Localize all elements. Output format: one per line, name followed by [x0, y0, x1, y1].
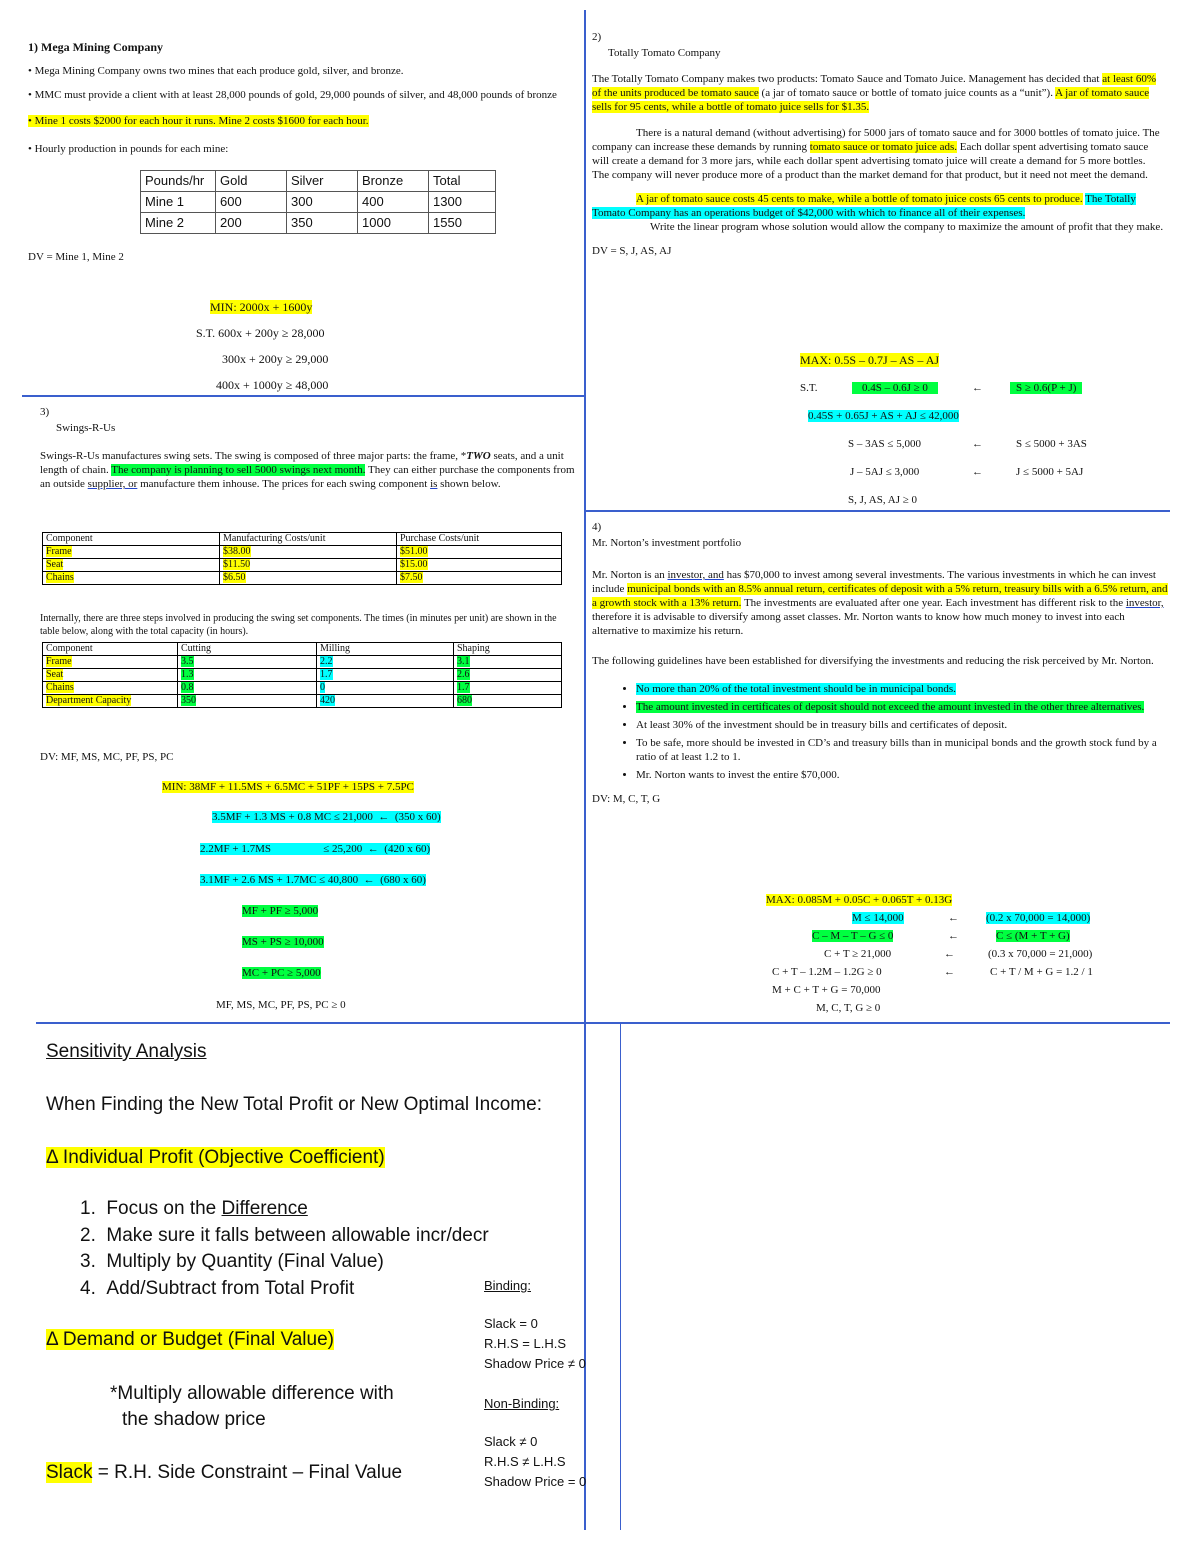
- p3-constraint: 3.1MF + 2.6 MS + 1.7MC ≤ 40,800 ← (680 x 60): [200, 874, 426, 886]
- sa-heading-demand: Δ Demand or Budget (Final Value): [46, 1329, 334, 1350]
- p4-title: Mr. Norton’s investment portfolio: [592, 537, 742, 549]
- p2-dv: DV = S, J, AS, AJ: [592, 245, 672, 257]
- p3-num: 3): [40, 406, 50, 418]
- vertical-divider-lower: [620, 1022, 621, 1530]
- p4-constraint: M + C + T + G = 70,000: [772, 984, 881, 996]
- p2-para3c: Write the linear program whose solution would allow the company to maximize the amount of profit that they make.: [650, 221, 1164, 233]
- list-item: 4. Add/Subtract from Total Profit: [80, 1277, 355, 1299]
- p2-constraint: 0.4S – 0.6J ≥ 0: [852, 382, 938, 394]
- list-item: • No more than 20% of the total investment should be in municipal bonds.: [636, 682, 1170, 696]
- problem-3: [40, 405, 580, 491]
- p4-constraint: C + T – 1.2M – 1.2G ≥ 0: [772, 966, 882, 978]
- divider-p2: [586, 510, 1170, 512]
- p2-para1: The Totally Tomato Company makes two products: Tomato Sauce and Tomato Juice. Management has decided that at least 60% of the units produced be tomato sauce (a jar of tomato sauce or bottle of tomato juice counts as a “unit”). A jar of tomato sauce sells for 95 cents, while a bottle of tomato juice sells for $1.35.: [592, 73, 1157, 113]
- arrow-icon: ←: [948, 912, 959, 924]
- p2-constraint-note: J ≤ 5000 + 5AJ: [1016, 466, 1084, 478]
- p2-constraint: 0.45S + 0.65J + AS + AJ ≤ 42,000: [808, 410, 959, 422]
- p4-constraint: C – M – T – G ≤ 0: [812, 930, 894, 942]
- sa-subtitle: When Finding the New Total Profit or New Optimal Income:: [46, 1094, 542, 1115]
- problem-1: [28, 40, 584, 264]
- p2-constraint: J – 5AJ ≤ 3,000: [850, 466, 920, 478]
- p4-constraint-note: C ≤ (M + T + G): [996, 930, 1070, 942]
- mine-table: Pounds/hr Gold Silver Bronze Total Mine 1 600 300 400 1300 Mine 2 200 350 1000 1550: [140, 170, 496, 234]
- p3-para1: Swings-R-Us manufactures swing sets. The swing is composed of three major parts: the frame, *TWO seats, and a unit length of chain. The company is planning to sell 5000 swings next month. They can either purchase the components from an outside supplier, or manufacture them inhouse. The prices for each swing component is shown below.: [40, 450, 575, 490]
- p4-guidelines: [618, 682, 1170, 782]
- p2-constraint-note: S ≤ 5000 + 3AS: [1016, 438, 1087, 450]
- sa-note: *Multiply allowable difference with: [110, 1383, 394, 1404]
- p4-constraint-note: C + T / M + G = 1.2 / 1: [990, 966, 1093, 978]
- p1-dv: DV = Mine 1, Mine 2: [28, 251, 124, 263]
- p1-bullet: • Mega Mining Company owns two mines that each produce gold, silver, and bronze.: [28, 65, 404, 77]
- p3-constraint: MF, MS, MC, PF, PS, PC ≥ 0: [216, 999, 346, 1011]
- list-item: • Mr. Norton wants to invest the entire $70,000.: [636, 768, 1170, 782]
- sa-title: Sensitivity Analysis: [46, 1041, 207, 1062]
- list-item: • The amount invested in certificates of deposit should not exceed the amount invested in the other three alternatives.: [636, 700, 1170, 714]
- binding-label: Binding:: [484, 1278, 531, 1293]
- p2-st: S.T.: [800, 382, 818, 394]
- list-item: 1. Focus on the Difference: [80, 1198, 308, 1219]
- list-item: 3. Multiply by Quantity (Final Value): [80, 1251, 384, 1272]
- p4-para1: Mr. Norton is an investor, and has $70,000 to invest among several investments. The various investments in which he can invest include municipal bonds with an 8.5% annual return, certificates of deposit with a 5% return, treasury bills with a 6.5% return, and a growth stock with a 13% return. The investments are evaluated after one year. Each investment has different risk to the investor, therefore it is advisable to diversify among asset classes. Mr. Norton wants to know how much money to invest into each alternative to maximize his return.: [592, 569, 1168, 637]
- p4-objective: MAX: 0.085M + 0.05C + 0.065T + 0.13G: [766, 894, 953, 906]
- p3-constraint: MS + PS ≥ 10,000: [242, 936, 324, 948]
- p1-title: 1) Mega Mining Company: [28, 40, 163, 54]
- arrow-icon: ←: [972, 438, 983, 450]
- sensitivity-analysis: [46, 1040, 606, 1170]
- list-item: 2. Make sure it falls between allowable incr/decr: [80, 1224, 489, 1246]
- p2-para3: A jar of tomato sauce costs 45 cents to make, while a bottle of tomato juice costs 65 cents to produce. The Totally Tomato Company has an operations budget of $42,000 with which to finance all of their expenses.: [592, 193, 1136, 219]
- p4-dv: DV: M, C, T, G: [592, 793, 661, 805]
- p3-title: Swings-R-Us: [56, 422, 116, 434]
- p1-bullet: • Hourly production in pounds for each mine:: [28, 143, 229, 155]
- p4-constraint-note: (0.2 x 70,000 = 14,000): [986, 912, 1091, 924]
- sa-steps: [80, 1196, 489, 1302]
- p3-objective: MIN: 38MF + 11.5MS + 6.5MC + 51PF + 15PS + 7.5PC: [162, 781, 414, 793]
- p2-constraint: S, J, AS, AJ ≥ 0: [848, 494, 918, 506]
- p4-num: 4): [592, 521, 602, 533]
- p1-objective: MIN: 2000x + 1600y: [210, 300, 313, 314]
- p2-num: 2): [592, 31, 602, 43]
- component-cost-table: Component Manufacturing Costs/unit Purchase Costs/unit Frame $38.00 $51.00 Seat $11.50 $15.00 Chains $6.50 $7.50: [42, 532, 562, 585]
- divider-p1: [22, 395, 584, 397]
- p3-dv: DV: MF, MS, MC, PF, PS, PC: [40, 751, 174, 763]
- arrow-icon: ←: [972, 382, 983, 394]
- p2-para2: There is a natural demand (without advertising) for 5000 jars of tomato sauce and for 3000 bottles of tomato juice. The company can increase these demands by running tomato sauce or tomato juice ads. Each dollar spent advertising tomato sauce will create a demand for 3 more jars, while each dollar spent advertising tomato juice will create a demand for 5 more bottles. The company will never produce more of a product than the market demand for that product, but it need not meet the demand.: [592, 127, 1160, 181]
- arrow-icon: ←: [948, 930, 959, 942]
- p2-title: Totally Tomato Company: [608, 47, 721, 59]
- list-item: • At least 30% of the investment should be in treasury bills and certificates of deposit.: [636, 718, 1170, 732]
- p2-constraint: S – 3AS ≤ 5,000: [848, 438, 921, 450]
- process-time-table: Component Cutting Milling Shaping Frame 3.5 2.2 3.1 Seat 1.3 1.7 2.6 Chains 0.8 0 1.7 Department Capacity 350 420 680: [42, 642, 562, 708]
- p4-para2: The following guidelines have been established for diversifying the investments and reducing the risk perceived by Mr. Norton.: [592, 655, 1154, 667]
- p3-para2: Internally, there are three steps involved in producing the swing set components. The times (in minutes per unit) are shown in the table below, along with the total capacity (in hours).: [40, 613, 557, 637]
- arrow-icon: ←: [944, 948, 955, 960]
- list-item: • To be safe, more should be invested in CD’s and treasury bills than in municipal bonds and the growth stock fund by a ratio of at least 1.2 to 1.: [636, 736, 1170, 764]
- p1-bullet: • Mine 1 costs $2000 for each hour it runs. Mine 2 costs $1600 for each hour.: [28, 115, 369, 127]
- p3-constraint: MF + PF ≥ 5,000: [242, 905, 319, 917]
- p4-constraint-note: (0.3 x 70,000 = 21,000): [988, 948, 1093, 960]
- p1-constraint: 300x + 200y ≥ 29,000: [222, 352, 329, 366]
- arrow-icon: ←: [972, 466, 983, 478]
- p1-constraint: S.T. 600x + 200y ≥ 28,000: [196, 326, 325, 340]
- arrow-icon: ←: [944, 966, 955, 978]
- sa-binding: Binding: Slack = 0 R.H.S = L.H.S Shadow Price ≠ 0 Non-Binding: Slack ≠ 0 R.H.S ≠ L.H.S Shadow Price = 0: [484, 1278, 587, 1489]
- p4-constraint: M ≤ 14,000: [852, 912, 904, 924]
- p3-constraint: 2.2MF + 1.7MS ≤ 25,200 ← (420 x 60): [200, 843, 431, 855]
- nonbinding-label: Non-Binding:: [484, 1396, 560, 1411]
- sa-slack-formula: Slack = R.H. Side Constraint – Final Value: [46, 1462, 403, 1483]
- problem-2: [592, 30, 1164, 258]
- divider-p34: [36, 1022, 1170, 1024]
- p2-objective: MAX: 0.5S – 0.7J – AS – AJ: [800, 353, 940, 367]
- p4-constraint: M, C, T, G ≥ 0: [816, 1002, 881, 1014]
- p1-bullet: • MMC must provide a client with at least 28,000 pounds of gold, 29,000 pounds of silver, and 48,000 pounds of bronze: [28, 89, 557, 101]
- p3-constraint: 3.5MF + 1.3 MS + 0.8 MC ≤ 21,000 ← (350 x 60): [212, 811, 441, 823]
- p1-constraint: 400x + 1000y ≥ 48,000: [216, 378, 329, 392]
- sa-heading-profit: Δ Individual Profit (Objective Coefficient): [46, 1147, 385, 1168]
- p2-constraint-note: S ≥ 0.6(P + J): [1010, 382, 1082, 394]
- problem-4: [592, 520, 1170, 806]
- p4-constraint: C + T ≥ 21,000: [824, 948, 892, 960]
- sa-note: the shadow price: [122, 1409, 266, 1430]
- p3-constraint: MC + PC ≥ 5,000: [242, 967, 321, 979]
